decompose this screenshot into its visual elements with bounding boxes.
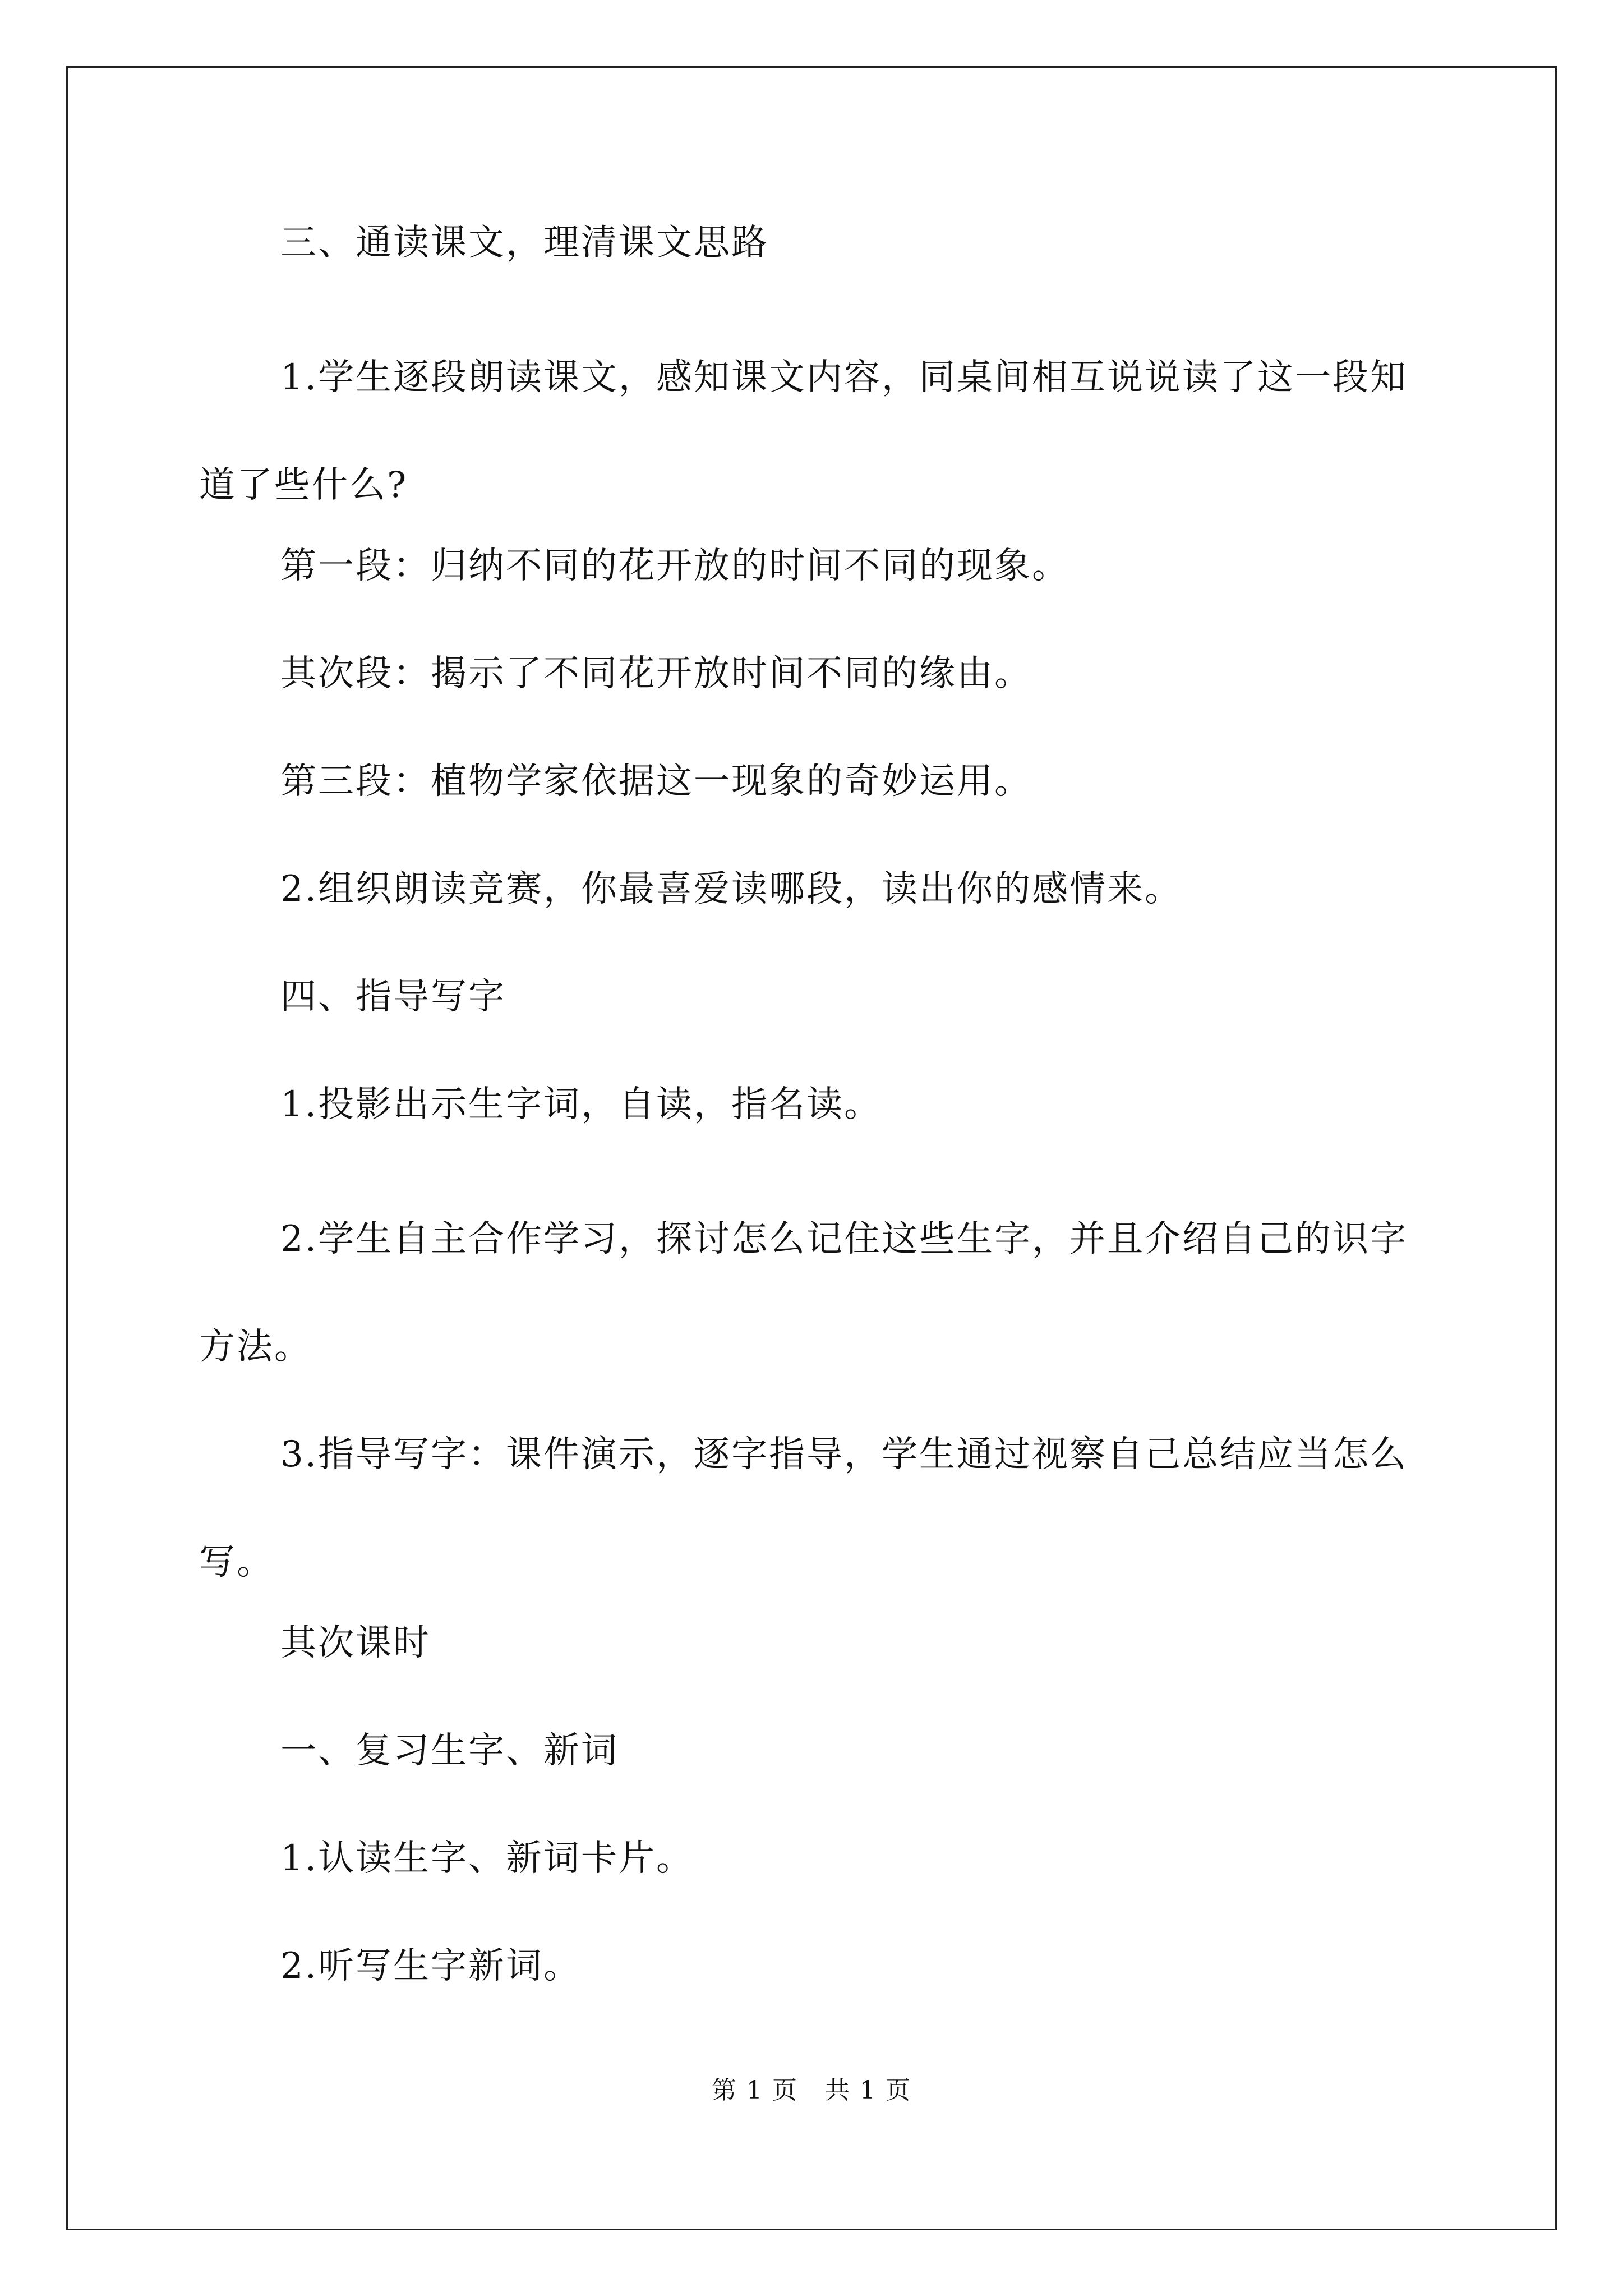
paragraph-item-2c: 2.听写生字新词。 (280, 1945, 582, 1987)
lesson-heading-second: 其次课时 (280, 1622, 431, 1664)
section-heading-1: 一、复习生字、新词 (280, 1730, 619, 1772)
paragraph-item-2: 2.组织朗读竞赛，你最喜爱读哪段，读出你的感情来。 (280, 868, 1183, 910)
paragraph-segment-2: 其次段：揭示了不同花开放时间不同的缘由。 (280, 653, 1032, 694)
paragraph-segment-1: 第一段：归纳不同的花开放的时间不同的现象。 (280, 545, 1069, 587)
paragraph-item-1: 1.学生逐段朗读课文，感知课文内容，同桌间相互说说读了这一段知道了些什么? (199, 357, 1408, 506)
section-heading-4: 四、指导写字 (280, 976, 506, 1018)
section-heading-3: 三、通读课文，理清课文思路 (280, 222, 769, 264)
paragraph-item-1b: 1.投影出示生字词，自读，指名读。 (280, 1084, 882, 1125)
document-body (199, 216, 1433, 2047)
page-footer: 第 1 页 共 1 页 (712, 2076, 911, 2105)
paragraph-item-1c: 1.认读生字、新词卡片。 (280, 1838, 694, 1879)
paragraph-item-3b: 3.指导写字：课件演示，逐字指导，学生通过视察自己总结应当怎么写。 (199, 1434, 1408, 1583)
paragraph-segment-3: 第三段：植物学家依据这一现象的奇妙运用。 (280, 761, 1032, 802)
paragraph-item-2b: 2.学生自主合作学习，探讨怎么记住这些生字，并且介绍自己的识字方法。 (199, 1218, 1408, 1368)
